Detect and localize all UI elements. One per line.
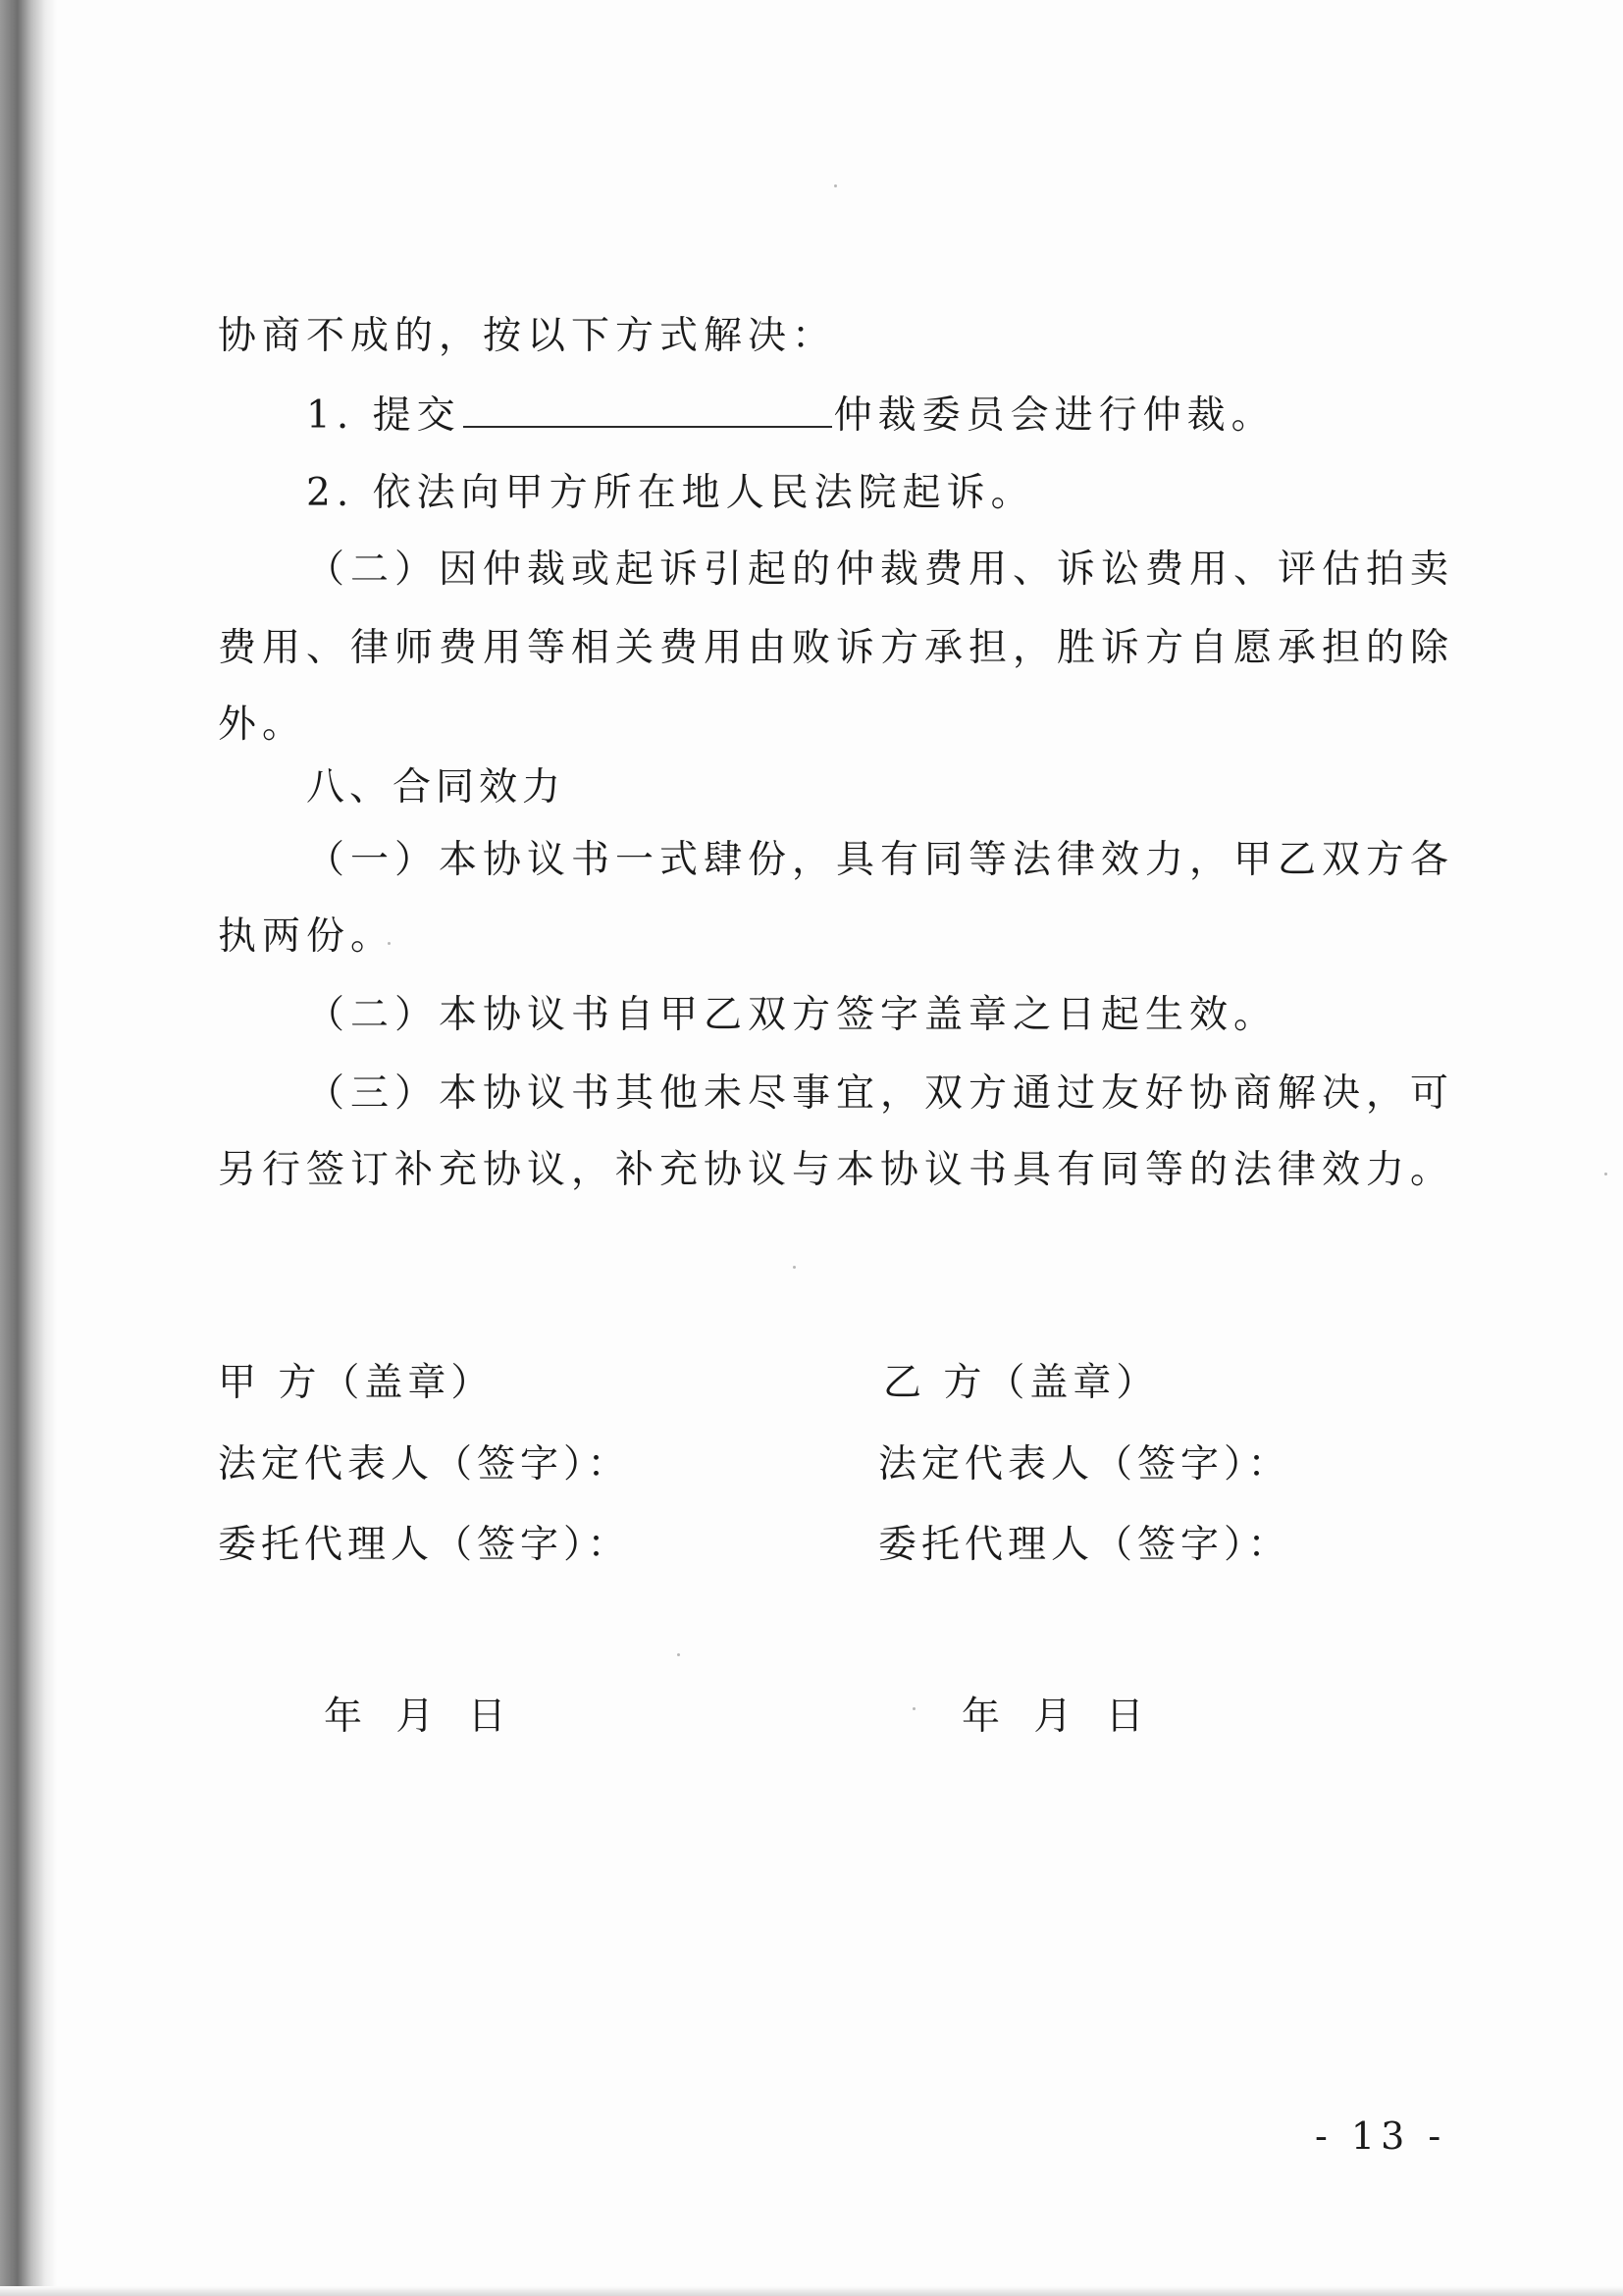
bottom-edge-shadow — [0, 2286, 1623, 2296]
party-b-agent-label: 委托代理人（签字）： — [878, 1523, 1291, 1567]
party-b-date-label: 年 月 日 — [962, 1695, 1144, 1739]
party-a-legal-rep-label: 法定代表人（签字）： — [218, 1442, 631, 1487]
arbitration-option-suffix: 仲裁委员会进行仲裁。 — [833, 393, 1276, 438]
party-a-seal-label: 甲 方（盖章） — [218, 1361, 495, 1405]
text-line: （一）本协议书一式肆份，具有同等法律效力，甲乙双方各 — [306, 838, 1455, 882]
party-b-legal-rep-label: 法定代表人（签字）： — [878, 1442, 1291, 1487]
page-number: - 13 - — [1315, 2114, 1447, 2158]
party-a-date-label: 年 月 日 — [324, 1695, 506, 1739]
text-line: 2. 依法向甲方所在地人民法院起诉。 — [306, 471, 1035, 515]
text-line: 外。 — [218, 703, 307, 747]
text-line: 协商不成的，按以下方式解决： — [218, 314, 837, 358]
text-line: （三）本协议书其他未尽事宜，双方通过友好协商解决，可 — [306, 1071, 1455, 1116]
binding-shadow — [0, 0, 57, 2296]
arbitration-commission-blank — [463, 391, 832, 428]
party-b-seal-label: 乙 方（盖章） — [883, 1361, 1160, 1405]
text-line: 费用、律师费用等相关费用由败诉方承担，胜诉方自愿承担的除 — [218, 626, 1455, 670]
section-heading: 八、合同效力 — [306, 765, 566, 809]
scan-speck — [834, 184, 837, 187]
scan-speck — [913, 1707, 916, 1710]
arbitration-option-line — [306, 391, 1276, 441]
party-a-agent-label: 委托代理人（签字）： — [218, 1523, 631, 1567]
scan-speck — [677, 1653, 680, 1656]
arbitration-option-prefix: 1. 提交 — [306, 393, 461, 438]
text-line: 另行签订补充协议，补充协议与本协议书具有同等的法律效力。 — [218, 1148, 1455, 1192]
bleed-through-artifact — [1369, 334, 1604, 883]
text-line: 执两份。 — [218, 914, 395, 959]
text-line: （二）因仲裁或起诉引起的仲裁费用、诉讼费用、评估拍卖 — [306, 548, 1455, 592]
text-line: （二）本协议书自甲乙双方签字盖章之日起生效。 — [306, 993, 1279, 1037]
scan-speck — [1604, 1173, 1607, 1175]
scan-speck — [793, 1266, 796, 1269]
